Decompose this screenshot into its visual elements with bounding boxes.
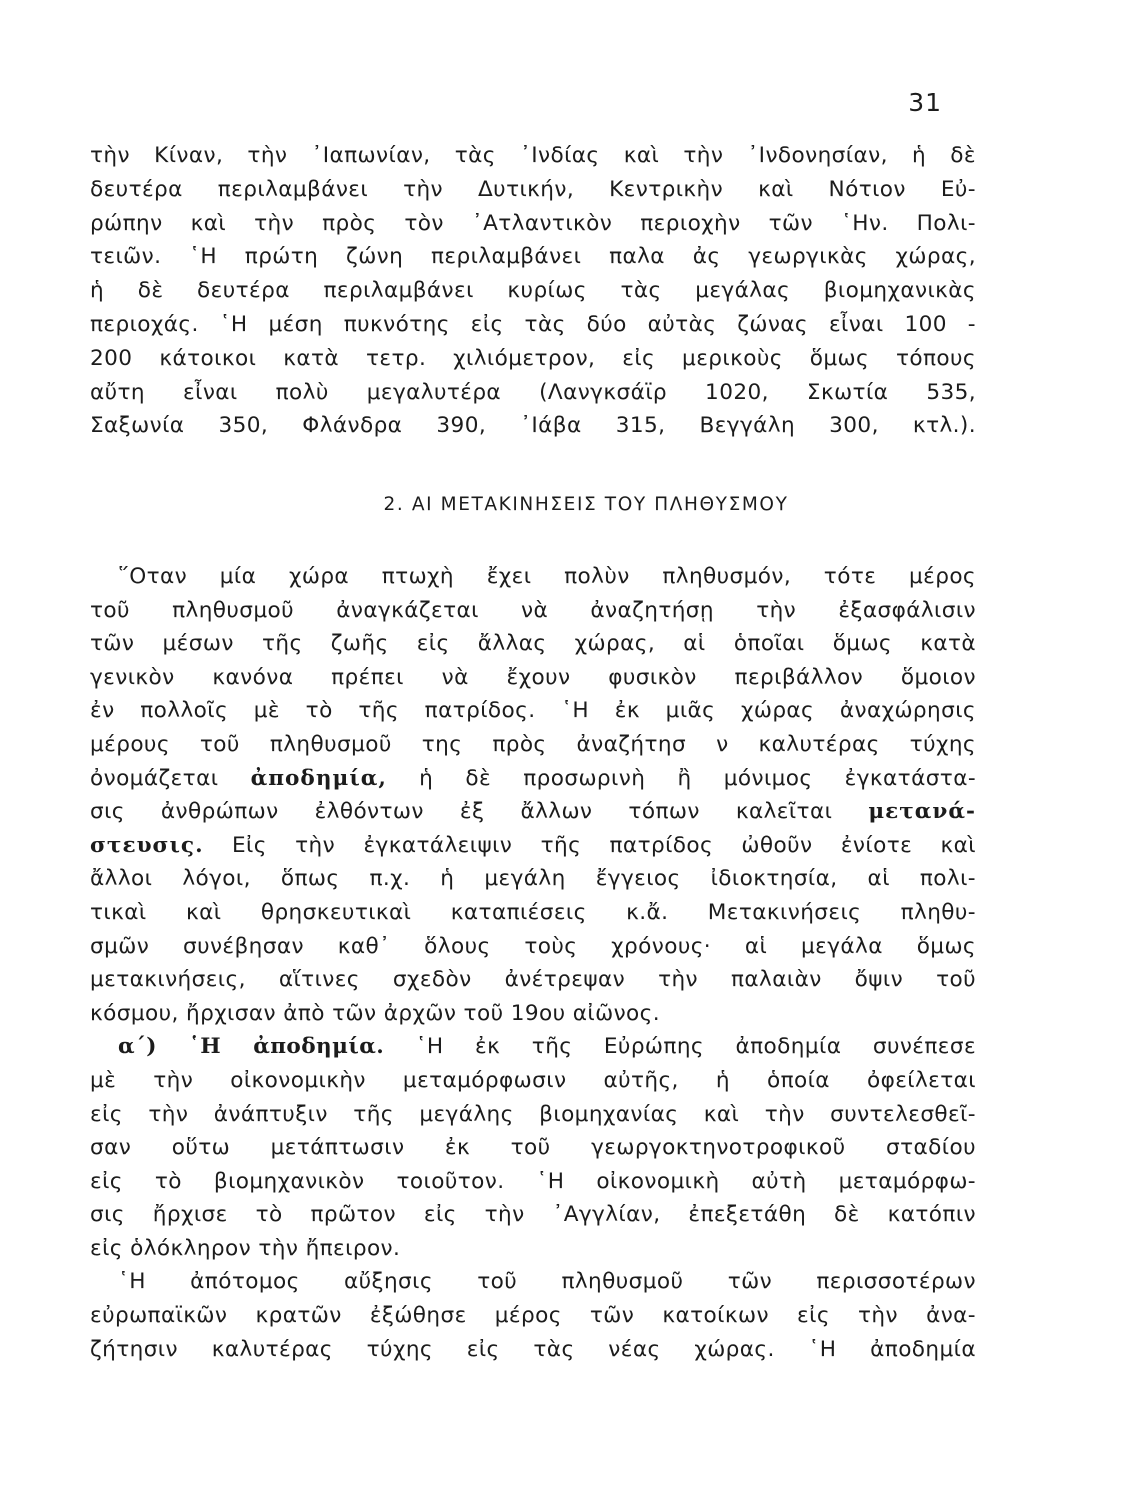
text-line: τειῶν. ῾Η πρώτη ζώνη περιλαμβάνει παλα ἀς γεωργικὰς χώρας, [90, 244, 976, 270]
text-line: τικαὶ καὶ θρησκευτικαὶ καταπιέσεις κ.ἄ. Μετακινήσεις πληθυ- [90, 899, 976, 925]
text-line: ῞Οταν μία χώρα πτωχὴ ἔχει πολὺν πληθυσμόν, τότε μέρος [118, 564, 976, 589]
text-line: ῾Η ἀπότομος αὔξησις τοῦ πληθυσμοῦ τῶν περισσοτέρων [118, 1269, 976, 1295]
subsection-heading: α΄) ῾Η ἀποδημία. [118, 1034, 385, 1060]
text-line: ἐν πολλοῖς μὲ τὸ τῆς πατρίδος. ῾Η ἐκ μιᾶς χώρας ἀναχώρησις [90, 698, 976, 724]
section-body [90, 560, 976, 1366]
text-run: ῾Η ἐκ τῆς Εὐρώπης ἀποδημία συνέπεσε [415, 1034, 977, 1060]
text-line: εἰς τὸ βιομηχανικὸν τοιοῦτον. ῾Η οἰκονομικὴ αὐτὴ μεταμόρφω- [90, 1168, 976, 1194]
text-line: κόσμου, ἤρχισαν ἀπὸ τῶν ἀρχῶν τοῦ 19ου αἰῶνος. [90, 1000, 661, 1026]
text-line: δευτέρα περιλαμβάνει τὴν Δυτικήν, Κεντρικὴν καὶ Νότιον Εὐ- [90, 176, 976, 202]
text-line [90, 829, 976, 863]
text-line: τῶν μέσων τῆς ζωῆς εἰς ἄλλας χώρας, αἱ ὁποῖαι ὅμως κατὰ [90, 631, 976, 657]
text-line [90, 1030, 976, 1064]
term-metanastefsis-part1: μετανά- [868, 799, 976, 825]
text-line: τὴν Κίναν, τὴν ᾿Ιαπωνίαν, τὰς ᾿Ινδίας καὶ τὴν ᾿Ινδονησίαν, ἡ δὲ [90, 143, 976, 168]
section-heading: 2. ΑΙ ΜΕΤΑΚΙΝΗΣΕΙΣ ΤΟΥ ΠΛΗΘΥΣΜΟΥ [383, 494, 789, 515]
text-line: σις ἤρχισε τὸ πρῶτον εἰς τὴν ᾿Αγγλίαν, ἐπεξετάθη δὲ κατόπιν [90, 1202, 976, 1228]
text-line: Σαξωνία 350, Φλάνδρα 390, ᾿Ιάβα 315, Βεγγάλη 300, κτλ.). [90, 413, 976, 439]
text-line: εὐρωπαϊκῶν κρατῶν ἐξώθησε μέρος τῶν κατοίκων εἰς τὴν ἀνα- [90, 1303, 976, 1329]
page-number: 31 [908, 88, 942, 117]
text-line: 200 κάτοικοι κατὰ τετρ. χιλιόμετρον, εἰς μερικοὺς ὅμως τόπους [90, 345, 976, 371]
text-line: μετακινήσεις, αἵτινες σχεδὸν ἀνέτρεψαν τὴν παλαιὰν ὄψιν τοῦ [90, 967, 976, 993]
text-line: ζήτησιν καλυτέρας τύχης εἰς τὰς νέας χώρας. ῾Η ἀποδημία [90, 1336, 976, 1362]
text-line: σμῶν συνέβησαν καθ᾿ ὅλους τοὺς χρόνους· αἱ μεγάλα ὅμως [90, 933, 976, 959]
text-run: ἡ δὲ προσωρινὴ ἢ μόνιμος ἐγκατάστα- [419, 765, 977, 791]
text-line: ἄλλοι λόγοι, ὅπως π.χ. ἡ μεγάλη ἔγγειος ἰδιοκτησία, αἱ πολι- [90, 866, 976, 892]
text-line: μέρους τοῦ πληθυσμοῦ της πρὸς ἀναζήτησ ν καλυτέρας τύχης [90, 731, 976, 757]
text-run: ὀνομάζεται [90, 765, 219, 791]
term-metanastefsis-part2: στευσις. [90, 832, 204, 858]
text-line [90, 762, 976, 796]
text-line: ἡ δὲ δευτέρα περιλαμβάνει κυρίως τὰς μεγάλας βιομηχανικὰς [90, 278, 976, 304]
text-line: τοῦ πληθυσμοῦ ἀναγκάζεται νὰ ἀναζητήσῃ τὴν ἐξασφάλισιν [90, 597, 976, 623]
text-line: γενικὸν κανόνα πρέπει νὰ ἔχουν φυσικὸν περιβάλλον ὅμοιον [90, 664, 976, 690]
text-line: σαν οὕτω μετάπτωσιν ἐκ τοῦ γεωργοκτηνοτροφικοῦ σταδίου [90, 1135, 976, 1161]
text-line: περιοχάς. ῾Η μέση πυκνότης εἰς τὰς δύο αὐτὰς ζώνας εἶναι 100 - [90, 311, 976, 337]
text-run: σις ἀνθρώπων ἐλθόντων ἐξ ἄλλων τόπων καλεῖται [90, 799, 833, 825]
text-line: αὔτη εἶναι πολὺ μεγαλυτέρα (Λανγκσάϊρ 1020, Σκωτία 535, [90, 379, 976, 405]
text-line: εἰς τὴν ἀνάπτυξιν τῆς μεγάλης βιομηχανίας καὶ τὴν συντελεσθεῖ- [90, 1101, 976, 1127]
text-line [90, 795, 976, 829]
paragraph-1 [90, 139, 976, 443]
text-line: εἰς ὁλόκληρον τὴν ἤπειρον. [90, 1235, 401, 1261]
text-line: ρώπην καὶ τὴν πρὸς τὸν ᾿Ατλαντικὸν περιοχὴν τῶν ῾Ην. Πολι- [90, 210, 976, 236]
text-run: Εἰς τὴν ἐγκατάλειψιν τῆς πατρίδος ὠθοῦν ἐνίοτε καὶ [231, 832, 976, 858]
text-line: μὲ τὴν οἰκονομικὴν μεταμόρφωσιν αὐτῆς, ἡ ὁποία ὀφείλεται [90, 1067, 976, 1093]
term-apodimia: ἀποδημία, [250, 765, 387, 791]
